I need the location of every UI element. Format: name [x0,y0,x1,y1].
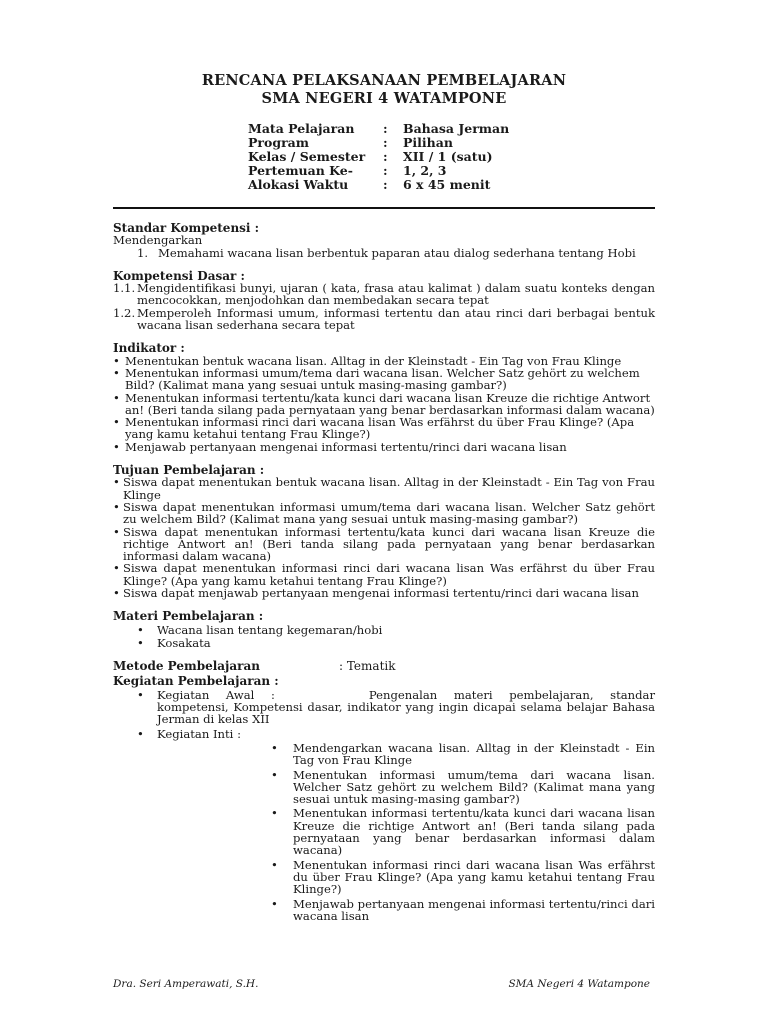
indikator-item: • Menjawab pertanyaan mengenai informasi tertentu/rinci dari wacana lisan [113,441,655,453]
kompetensi-heading: Kompetensi Dasar : [113,268,245,283]
indikator-item: • Menentukan informasi rinci dari wacana lisan Was erfährst du über Frau Klinge? (Apa yang kamu ketahui tentang Frau Klinge?) [113,416,655,441]
tujuan-item: • Siswa dapat menentukan informasi umum/tema dari wacana lisan. Welcher Satz gehört zu welchem Bild? (Kalimat mana yang sesuai untuk masing-masing gambar?) [113,501,655,526]
kompetensi-item [113,282,655,307]
info-value: Pilihan [403,135,453,150]
materi-item: • Kosakata [113,637,655,649]
info-row [248,150,509,164]
indikator-heading: Indikator : [113,341,185,356]
item-text: Memahami wacana lisan berbentuk paparan atau dialog sederhana tentang Hobi [158,245,636,260]
info-label: Pertemuan Ke- [248,163,353,178]
info-label: Mata Pelajaran [248,121,355,136]
materi-heading: Materi Pembelajaran : [113,609,264,624]
kegiatan-awal [113,689,655,726]
kegiatan-inti-item: • Menjawab pertanyaan mengenai informasi tertentu/rinci dari wacana lisan [113,898,655,923]
item-number: 1.2. [113,305,136,320]
indikator-item: • Menentukan informasi tertentu/kata kunci dari wacana lisan Kreuze die richtige Antwort an! (Beri tanda silang pada pernyataan yang benar berdasarkan informasi dalam wacana) [113,392,655,417]
kegiatan-inti-item: • Mendengarkan wacana lisan. Alltag in der Kleinstadt - Ein Tag von Frau Klinge [113,742,655,767]
kegiatan-inti-item: • Menentukan informasi umum/tema dari wacana lisan. Welcher Satz gehört zu welchem Bild? (Kalimat mana yang sesuai untuk masing-masing gambar?) [113,769,655,806]
footer-author: Dra. Seri Amperawati, S.H. [113,978,259,990]
info-label: Alokasi Waktu [248,177,349,192]
kegiatan-inti-item: • Menentukan informasi tertentu/kata kunci dari wacana lisan Kreuze die richtige Antwort an! (Beri tanda silang pada pernyataan yang benar berdasarkan informasi dalam wacana) [113,807,655,856]
item-text: Memperoleh Informasi umum, informasi tertentu dan atau rinci dari berbagai bentuk wacana lisan sederhana secara tepat [137,305,655,333]
metode-row [113,660,655,672]
school-name: SMA NEGERI 4 WATAMPONE [261,90,507,107]
info-row [248,178,509,192]
info-label: Program [248,135,309,150]
info-separator: : [383,121,388,136]
document-body [113,222,655,922]
info-table [248,122,509,192]
kegiatan-heading: Kegiatan Pembelajaran : [113,673,279,688]
info-row [248,122,509,136]
header-divider [113,207,655,209]
kegiatan-awal-label: Kegiatan Awal : [157,687,275,702]
info-value: 1, 2, 3 [403,163,447,178]
standar-heading: Standar Kompetensi : [113,221,260,235]
item-text: Mengidentifikasi bunyi, ujaran ( kata, frasa atau kalimat ) dalam suatu konteks dengan mencocokkan, menjodohkan dan membedakan secara tepat [137,281,655,308]
materi-item: • Wacana lisan tentang kegemaran/hobi [113,624,655,636]
info-value: 6 x 45 menit [403,177,491,192]
kegiatan-inti-item: • Menentukan informasi rinci dari wacana lisan Was erfährst du über Frau Klinge? (Apa yang kamu ketahui tentang Frau Klinge?) [113,859,655,896]
tujuan-item: • Siswa dapat menentukan bentuk wacana lisan. Alltag in der Kleinstadt - Ein Tag von Frau Klinge [113,476,655,501]
info-value: Bahasa Jerman [403,121,510,136]
standar-item [113,247,655,259]
item-number: 1.1. [113,281,136,296]
info-row [248,164,509,178]
tujuan-item: • Siswa dapat menentukan informasi tertentu/kata kunci dari wacana lisan Kreuze die richtige Antwort an! (Beri tanda silang pada pernyataan yang benar berdasarkan informasi dalam wacana) [113,526,655,563]
kegiatan-inti [113,728,655,740]
tujuan-item: • Siswa dapat menjawab pertanyaan mengenai informasi tertentu/rinci dari wacana lisan [113,587,655,599]
footer-school: SMA Negeri 4 Watampone [508,978,650,990]
item-number: 1. [137,245,149,260]
info-separator: : [383,163,388,178]
info-separator: : [383,177,388,192]
document-title: RENCANA PELAKSANAAN PEMBELAJARAN [201,72,567,89]
indikator-item: • Menentukan bentuk wacana lisan. Alltag in der Kleinstadt - Ein Tag von Frau Klinge [113,355,655,367]
info-value: XII / 1 (satu) [403,149,493,164]
info-separator: : [383,135,388,150]
info-separator: : [383,149,388,164]
metode-value: : Tematik [339,659,396,674]
indikator-item: • Menentukan informasi umum/tema dari wacana lisan. Welcher Satz gehört zu welchem Bild? (Kalimat mana yang sesuai untuk masing-masing gambar?) [113,367,655,392]
kegiatan-awal-text: Pengenalan materi pembelajaran, standar kompetensi, Kompetensi dasar, indikator yang ingin dicapai selama belajar Bahasa Jerman di kelas XII [157,687,656,727]
tujuan-heading: Tujuan Pembelajaran : [113,463,265,478]
tujuan-item: • Siswa dapat menentukan informasi rinci dari wacana lisan Was erfährst du über Frau Klinge? (Apa yang kamu ketahui tentang Frau Klinge?) [113,562,655,587]
info-row [248,136,509,150]
info-label: Kelas / Semester [248,149,366,164]
metode-label: Metode Pembelajaran [113,659,260,674]
kompetensi-item [113,307,655,332]
standar-sub: Mendengarkan [113,233,203,248]
kegiatan-inti-label: Kegiatan Inti : [157,726,241,741]
